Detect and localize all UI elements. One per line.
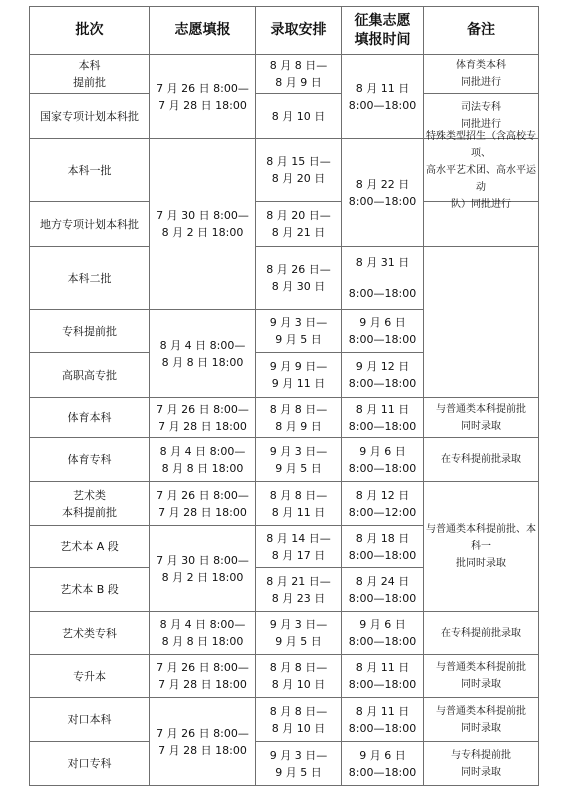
remark-cell: 与普通类本科提前批、本科一 批同时录取	[424, 482, 539, 612]
batch-college-early: 专科提前批	[29, 310, 150, 353]
header-collect-time: 征集志愿 填报时间	[342, 6, 424, 55]
admission-time-cell: 8 月 10 日	[256, 94, 342, 139]
header-apply-time: 志愿填报	[150, 6, 256, 55]
batch-undergrad-early: 本科 提前批	[29, 55, 150, 94]
collect-time-cell: 9 月 6 日 8:00—18:00	[342, 310, 424, 353]
batch-art-a: 艺术本 A 段	[29, 526, 150, 568]
admission-time-cell: 8 月 20 日— 8 月 21 日	[256, 202, 342, 247]
admission-time-cell: 8 月 8 日— 8 月 10 日	[256, 698, 342, 742]
admission-time-cell: 8 月 8 日— 8 月 11 日	[256, 482, 342, 526]
remark-cell: 与专科提前批 同时录取	[424, 742, 539, 786]
admission-time-cell: 8 月 8 日— 8 月 9 日	[256, 398, 342, 438]
remark-cell	[424, 247, 539, 398]
remark-cell: 与普通类本科提前批 同时录取	[424, 398, 539, 438]
admission-time-cell: 9 月 3 日— 9 月 5 日	[256, 612, 342, 655]
admission-time-cell: 9 月 9 日— 9 月 11 日	[256, 353, 342, 398]
admission-time-cell: 8 月 8 日— 8 月 10 日	[256, 655, 342, 698]
collect-time-cell: 9 月 6 日 8:00—18:00	[342, 742, 424, 786]
apply-time-cell: 7 月 26 日 8:00— 7 月 28 日 18:00	[150, 55, 256, 139]
admission-time-cell: 8 月 8 日— 8 月 9 日	[256, 55, 342, 94]
admission-time-cell: 8 月 14 日— 8 月 17 日	[256, 526, 342, 568]
batch-sports-college: 体育专科	[29, 438, 150, 482]
admission-time-cell: 9 月 3 日— 9 月 5 日	[256, 310, 342, 353]
collect-time-cell: 9 月 6 日 8:00—18:00	[342, 438, 424, 482]
admission-time-cell: 9 月 3 日— 9 月 5 日	[256, 742, 342, 786]
batch-upgrade: 专升本	[29, 655, 150, 698]
batch-local-special: 地方专项计划本科批	[29, 202, 150, 247]
header-admission: 录取安排	[256, 6, 342, 55]
collect-time-cell	[342, 247, 424, 310]
apply-time-cell: 7 月 26 日 8:00— 7 月 28 日 18:00	[150, 482, 256, 526]
collect-time-cell: 8 月 11 日 8:00—18:00	[342, 398, 424, 438]
batch-art-early: 艺术类 本科提前批	[29, 482, 150, 526]
apply-time-cell: 7 月 30 日 8:00— 8 月 2 日 18:00	[150, 139, 256, 310]
batch-sports-undergrad: 体育本科	[29, 398, 150, 438]
remark-cell: 司法专科 同批进行	[424, 94, 539, 139]
remark-cell: 与普通类本科提前批 同时录取	[424, 698, 539, 742]
collect-time-cell: 8 月 11 日 8:00—18:00	[342, 698, 424, 742]
header-remark: 备注	[424, 6, 539, 55]
remark-cell	[424, 202, 539, 247]
apply-time-cell: 8 月 4 日 8:00— 8 月 8 日 18:00	[150, 612, 256, 655]
collect-time-cell: 8 月 18 日 8:00—18:00	[342, 526, 424, 568]
batch-undergrad-first: 本科一批	[29, 139, 150, 202]
remark-cell: 特殊类型招生（含高校专项、 高水平艺术团、高水平运动 队）同批进行	[424, 139, 539, 202]
batch-undergrad-second: 本科二批	[29, 247, 150, 310]
collect-time-cell: 9 月 6 日 8:00—18:00	[342, 612, 424, 655]
apply-time-cell: 7 月 26 日 8:00— 7 月 28 日 18:00	[150, 698, 256, 786]
collect-hours: 8:00—18:00	[348, 287, 417, 300]
apply-time-cell: 7 月 26 日 8:00— 7 月 28 日 18:00	[150, 398, 256, 438]
collect-time-cell: 9 月 12 日 8:00—18:00	[342, 353, 424, 398]
collect-time-cell: 8 月 22 日 8:00—18:00	[342, 139, 424, 247]
collect-time-cell: 8 月 11 日 8:00—18:00	[342, 55, 424, 139]
remark-cell: 与普通类本科提前批 同时录取	[424, 655, 539, 698]
collect-time-cell: 8 月 11 日 8:00—18:00	[342, 655, 424, 698]
batch-vocational-college: 对口专科	[29, 742, 150, 786]
admission-time-cell: 8 月 21 日— 8 月 23 日	[256, 568, 342, 612]
apply-time-cell: 8 月 4 日 8:00— 8 月 8 日 18:00	[150, 310, 256, 398]
remark-cell: 在专科提前批录取	[424, 612, 539, 655]
remark-cell: 体育类本科 同批进行	[424, 55, 539, 94]
batch-art-college: 艺术类专科	[29, 612, 150, 655]
collect-date: 8 月 31 日	[355, 256, 410, 269]
admission-time-cell: 8 月 26 日— 8 月 30 日	[256, 247, 342, 310]
apply-time-cell: 8 月 4 日 8:00— 8 月 8 日 18:00	[150, 438, 256, 482]
batch-vocational-undergrad: 对口本科	[29, 698, 150, 742]
batch-art-b: 艺术本 B 段	[29, 568, 150, 612]
collect-time-cell: 8 月 24 日 8:00—18:00	[342, 568, 424, 612]
batch-vocational: 高职高专批	[29, 353, 150, 398]
apply-time-cell: 7 月 26 日 8:00— 7 月 28 日 18:00	[150, 655, 256, 698]
header-batch: 批次	[29, 6, 150, 55]
remark-cell: 在专科提前批录取	[424, 438, 539, 482]
admission-time-cell: 8 月 15 日— 8 月 20 日	[256, 139, 342, 202]
apply-time-cell: 7 月 30 日 8:00— 8 月 2 日 18:00	[150, 526, 256, 612]
admission-time-cell: 9 月 3 日— 9 月 5 日	[256, 438, 342, 482]
batch-national-special: 国家专项计划本科批	[29, 94, 150, 139]
collect-time-cell: 8 月 12 日 8:00—12:00	[342, 482, 424, 526]
